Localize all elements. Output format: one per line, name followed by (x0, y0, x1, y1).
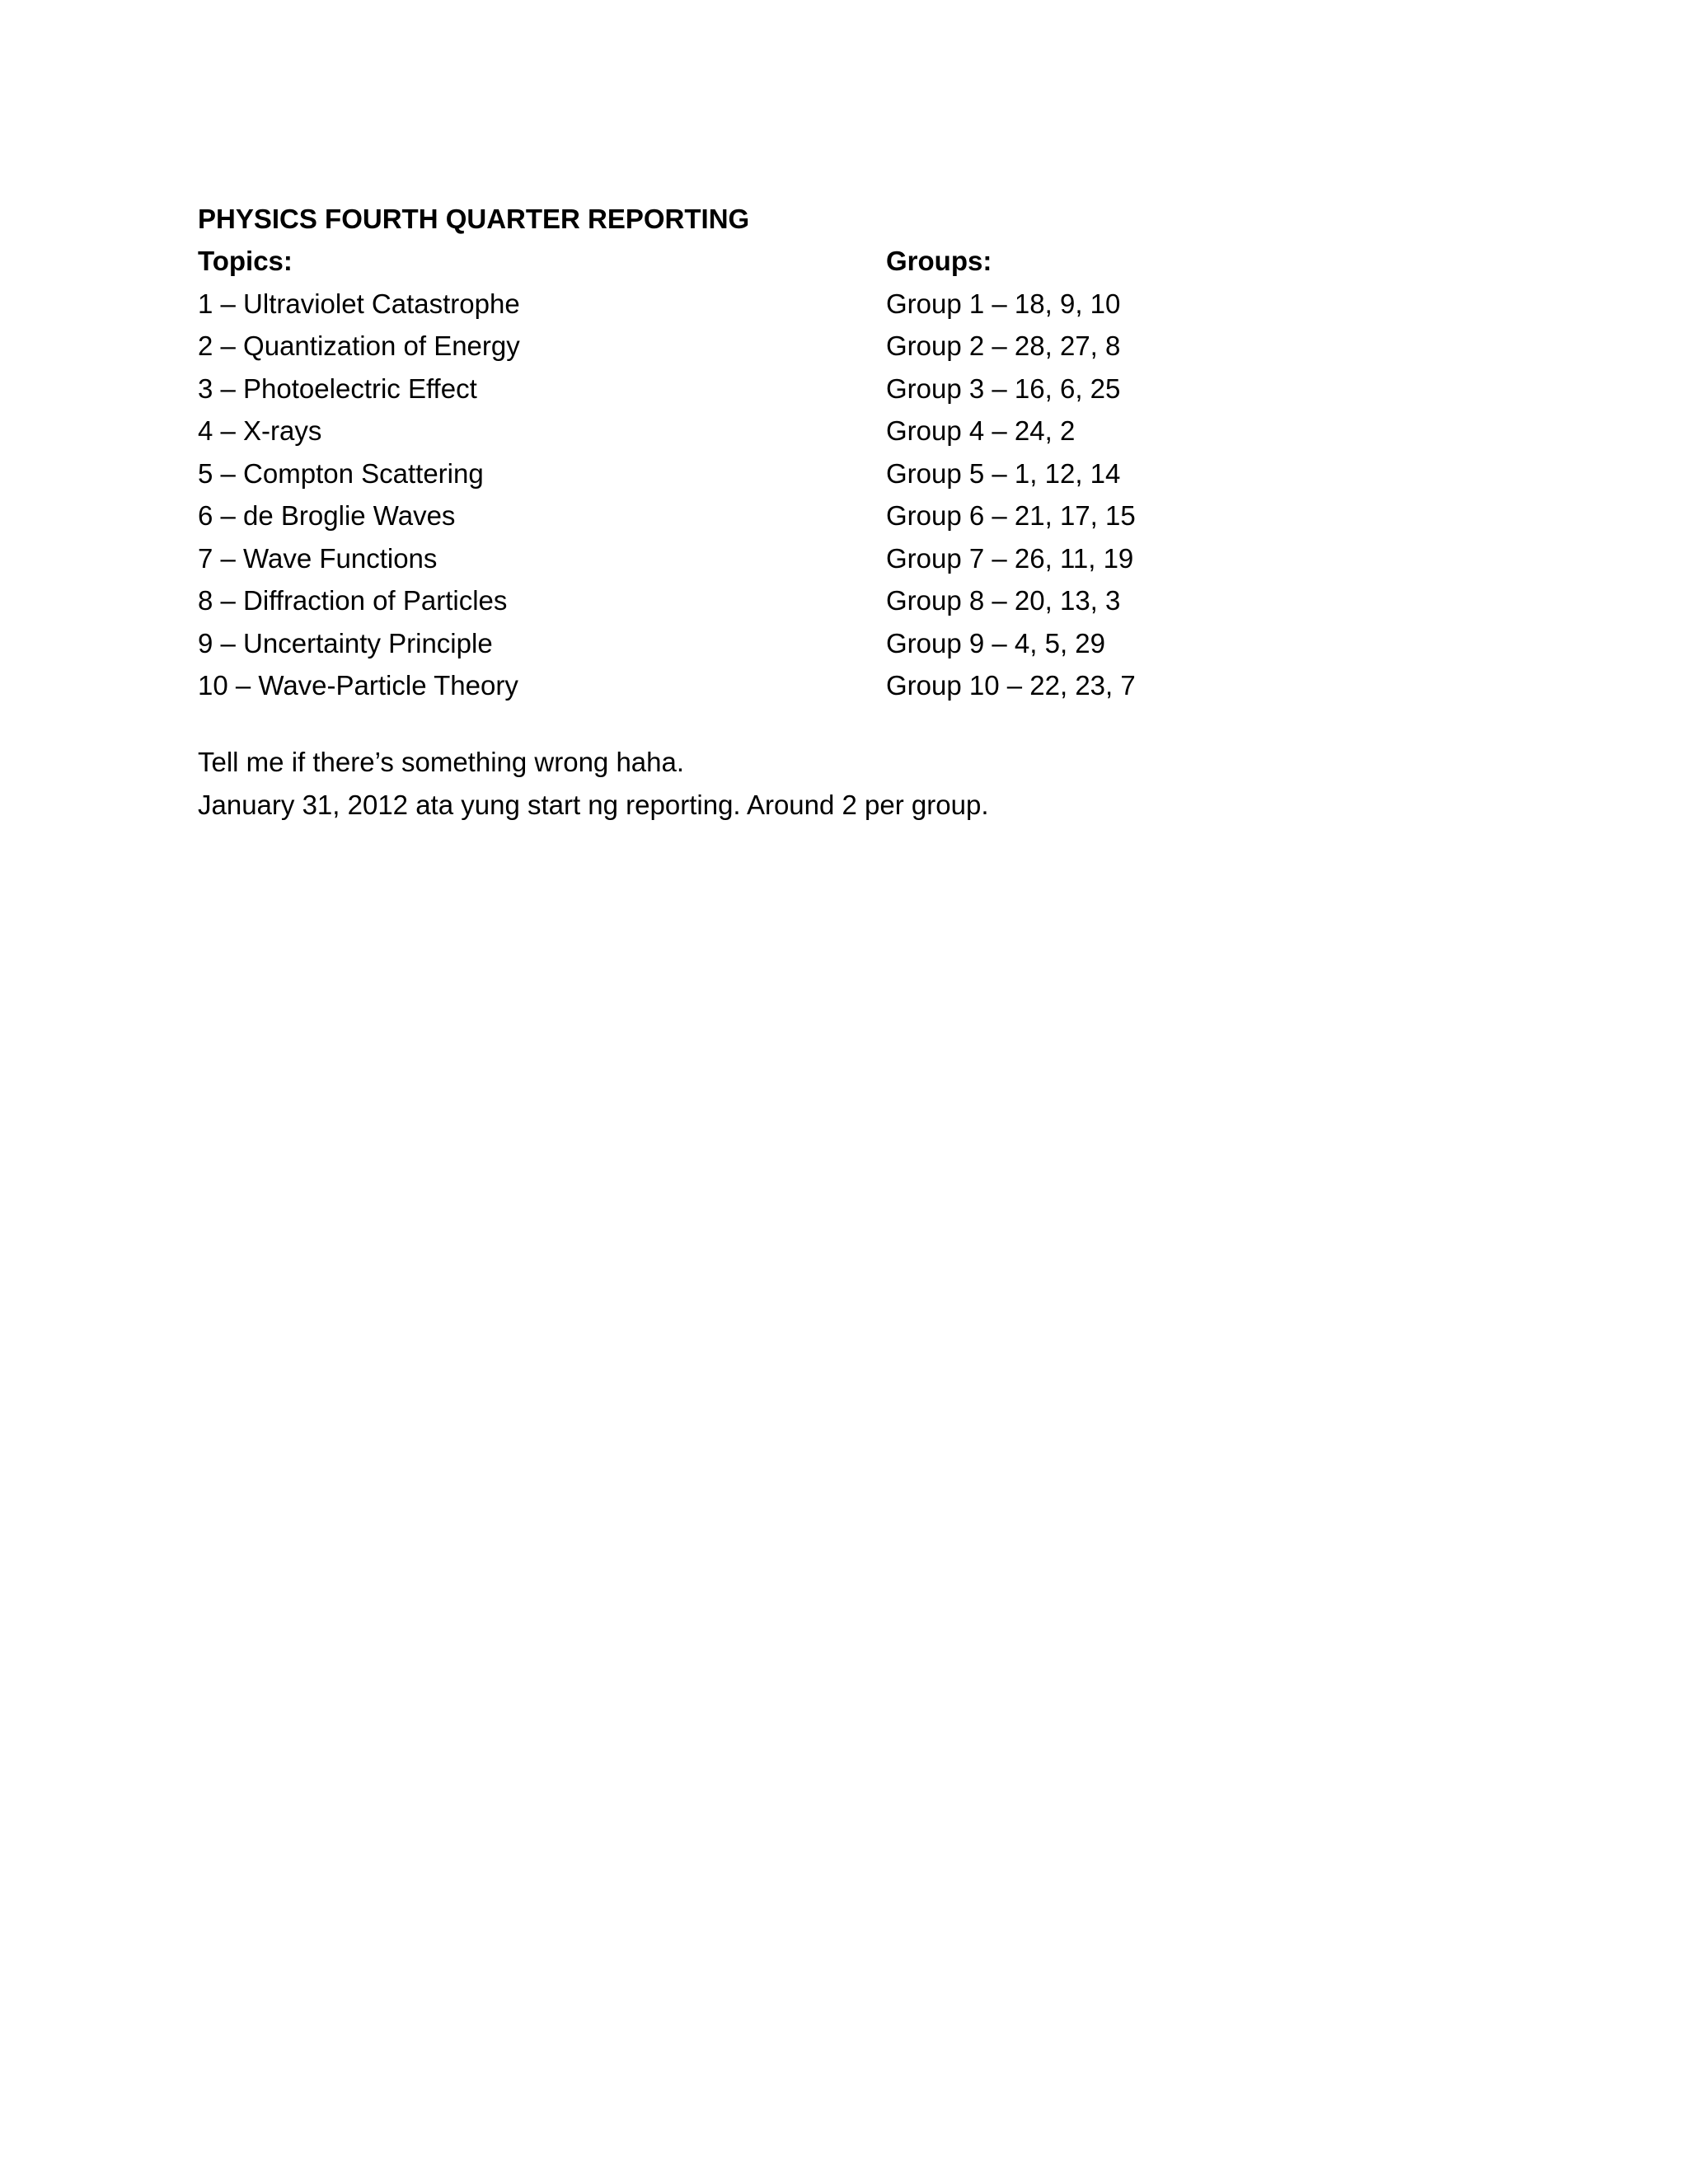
groups-column (886, 240, 1136, 707)
note-line: Tell me if there’s something wrong haha. (198, 747, 685, 777)
topics-header: Topics: (198, 246, 293, 276)
document-title: PHYSICS FOURTH QUARTER REPORTING (198, 204, 750, 234)
group-item: Group 10 – 22, 23, 7 (886, 670, 1136, 701)
topic-item: 5 – Compton Scattering (198, 457, 484, 489)
group-item: Group 1 – 18, 9, 10 (886, 288, 1121, 319)
note-line: January 31, 2012 ata yung start ng reporting. Around 2 per group. (198, 789, 989, 820)
group-item: Group 3 – 16, 6, 25 (886, 373, 1121, 404)
group-item: Group 4 – 24, 2 (886, 415, 1076, 446)
topic-item: 9 – Uncertainty Principle (198, 627, 493, 658)
groups-header: Groups: (886, 246, 992, 276)
topic-item: 1 – Ultraviolet Catastrophe (198, 288, 520, 319)
group-item: Group 9 – 4, 5, 29 (886, 627, 1106, 658)
topic-item: 6 – de Broglie Waves (198, 500, 456, 531)
group-item: Group 8 – 20, 13, 3 (886, 585, 1121, 616)
topic-item: 10 – Wave-Particle Theory (198, 670, 518, 701)
group-item: Group 6 – 21, 17, 15 (886, 500, 1136, 531)
topic-item: 4 – X-rays (198, 415, 322, 446)
topic-item: 7 – Wave Functions (198, 542, 438, 574)
group-item: Group 7 – 26, 11, 19 (886, 542, 1134, 574)
group-item: Group 2 – 28, 27, 8 (886, 330, 1121, 361)
group-item: Group 5 – 1, 12, 14 (886, 457, 1121, 489)
topics-column (198, 240, 520, 707)
notes-block (198, 741, 988, 826)
topic-item: 8 – Diffraction of Particles (198, 585, 508, 616)
topic-item: 3 – Photoelectric Effect (198, 373, 477, 404)
topic-item: 2 – Quantization of Energy (198, 330, 520, 361)
